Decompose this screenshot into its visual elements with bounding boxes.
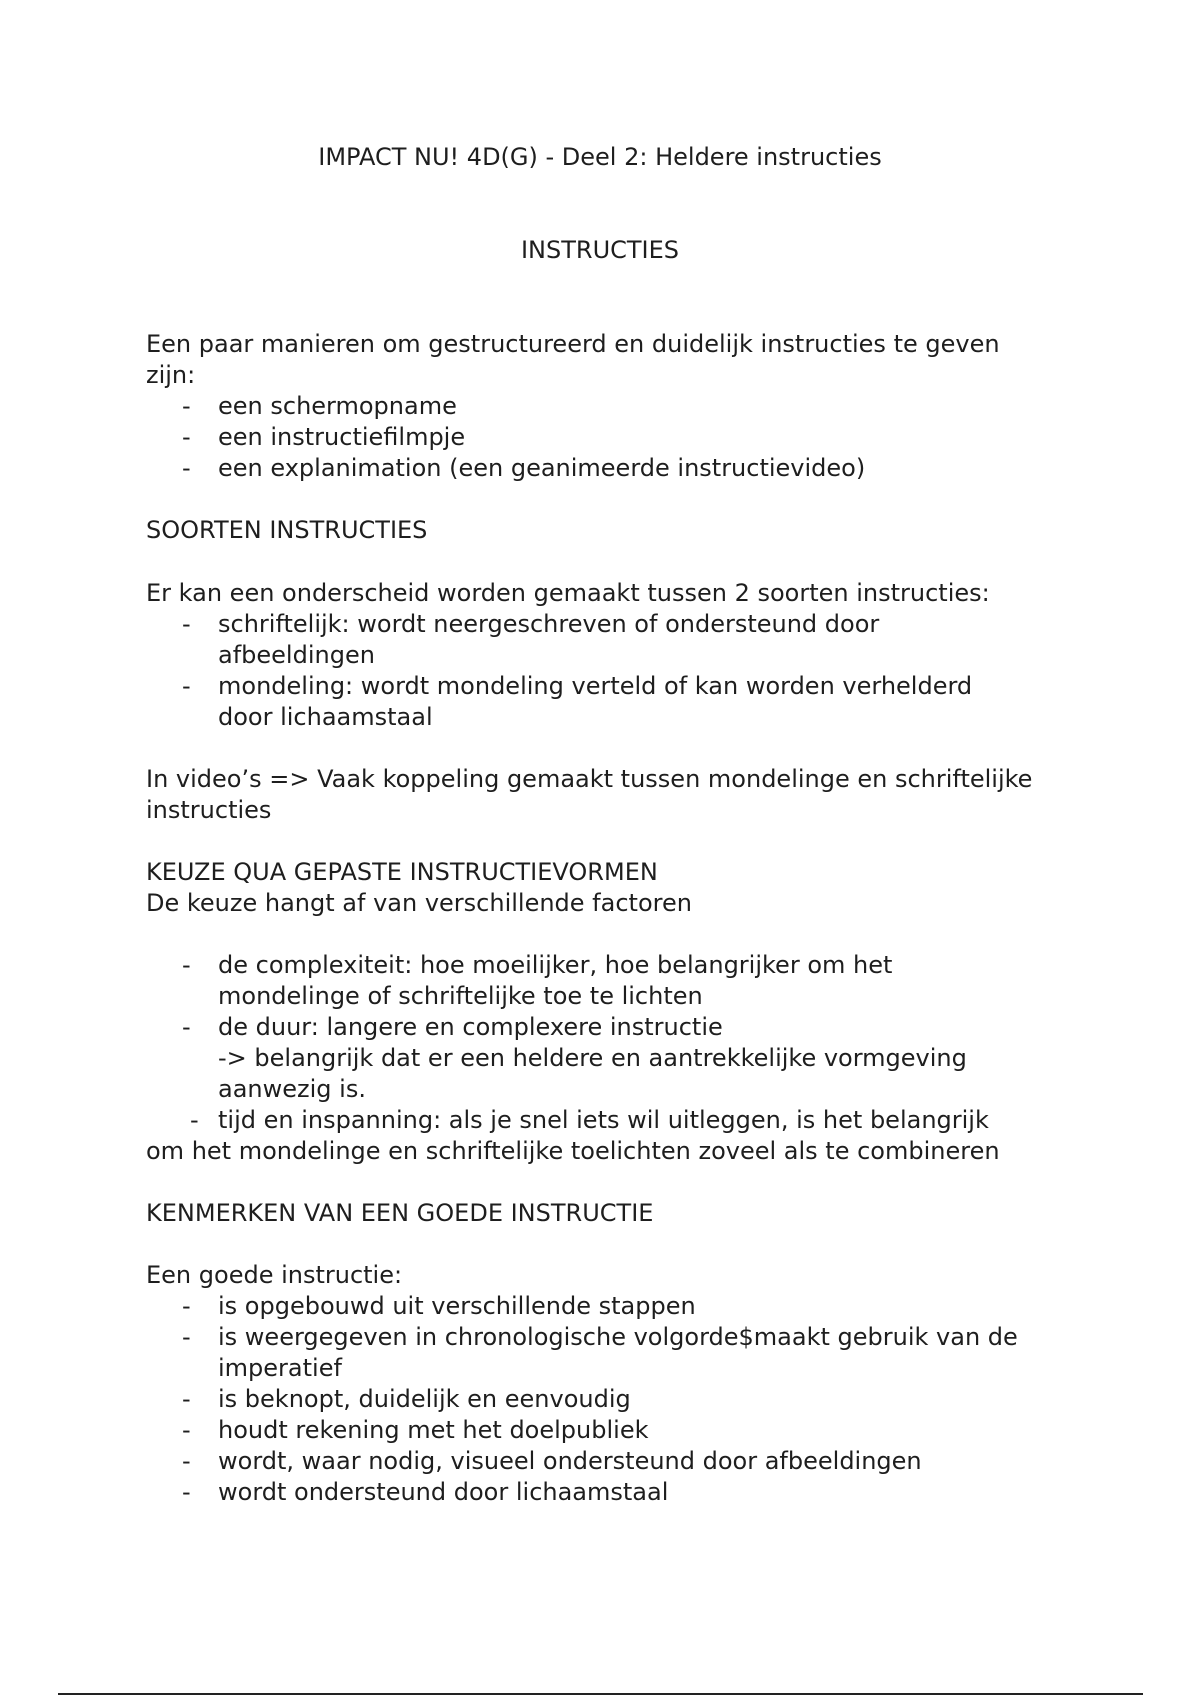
bullet-dash: - — [190, 1106, 199, 1134]
list-item-continuation: afbeeldingen — [218, 641, 375, 669]
bullet-dash: - — [182, 1323, 191, 1351]
bullet-dash: - — [182, 672, 191, 700]
bullet-dash: - — [182, 423, 191, 451]
paragraph: Een goede instructie: — [146, 1261, 403, 1289]
paragraph: instructies — [146, 796, 272, 824]
list-item: mondeling: wordt mondeling verteld of kan worden verhelderd — [218, 672, 973, 700]
list-item-continuation: om het mondelinge en schriftelijke toelichten zoveel als te combineren — [146, 1137, 1000, 1165]
list-item: de duur: langere en complexere instructie — [218, 1013, 723, 1041]
list-item-continuation: aanwezig is. — [218, 1075, 366, 1103]
bullet-dash: - — [182, 1416, 191, 1444]
list-item: is weergegeven in chronologische volgorde$maakt gebruik van de — [218, 1323, 1018, 1351]
bullet-dash: - — [182, 392, 191, 420]
list-item: is opgebouwd uit verschillende stappen — [218, 1292, 696, 1320]
paragraph: Er kan een onderscheid worden gemaakt tussen 2 soorten instructies: — [146, 579, 990, 607]
bullet-dash: - — [182, 1292, 191, 1320]
list-item: wordt, waar nodig, visueel ondersteund door afbeeldingen — [218, 1447, 922, 1475]
list-item-continuation: -> belangrijk dat er een heldere en aantrekkelijke vormgeving — [218, 1044, 967, 1072]
list-item: is beknopt, duidelijk en eenvoudig — [218, 1385, 631, 1413]
list-item-continuation: imperatief — [218, 1354, 342, 1382]
intro-line: Een paar manieren om gestructureerd en duidelijk instructies te geven — [146, 330, 1000, 358]
page-title: IMPACT NU! 4D(G) - Deel 2: Heldere instructies — [318, 143, 882, 171]
bullet-dash: - — [182, 1478, 191, 1506]
list-item: schriftelijk: wordt neergeschreven of ondersteund door — [218, 610, 880, 638]
list-item-continuation: mondelinge of schriftelijke toe te lichten — [218, 982, 703, 1010]
bottom-divider — [58, 1693, 1143, 1695]
section-heading: SOORTEN INSTRUCTIES — [146, 516, 428, 544]
paragraph: In video’s => Vaak koppeling gemaakt tussen mondelinge en schriftelijke — [146, 765, 1033, 793]
bullet-dash: - — [182, 1385, 191, 1413]
bullet-dash: - — [182, 951, 191, 979]
section-heading: KENMERKEN VAN EEN GOEDE INSTRUCTIE — [146, 1199, 654, 1227]
list-item: de complexiteit: hoe moeilijker, hoe belangrijker om het — [218, 951, 893, 979]
list-item: houdt rekening met het doelpubliek — [218, 1416, 649, 1444]
list-item: een explanimation (een geanimeerde instructievideo) — [218, 454, 866, 482]
section-heading: KEUZE QUA GEPASTE INSTRUCTIEVORMEN — [146, 858, 658, 886]
intro-line: zijn: — [146, 361, 196, 389]
list-item: een schermopname — [218, 392, 457, 420]
bullet-dash: - — [182, 454, 191, 482]
list-item: tijd en inspanning: als je snel iets wil uitleggen, is het belangrijk — [218, 1106, 989, 1134]
bullet-dash: - — [182, 1013, 191, 1041]
paragraph: De keuze hangt af van verschillende factoren — [146, 889, 692, 917]
list-item-continuation: door lichaamstaal — [218, 703, 433, 731]
bullet-dash: - — [182, 1447, 191, 1475]
list-item: wordt ondersteund door lichaamstaal — [218, 1478, 669, 1506]
list-item: een instructiefilmpje — [218, 423, 466, 451]
bullet-dash: - — [182, 610, 191, 638]
section-title: INSTRUCTIES — [520, 236, 680, 264]
